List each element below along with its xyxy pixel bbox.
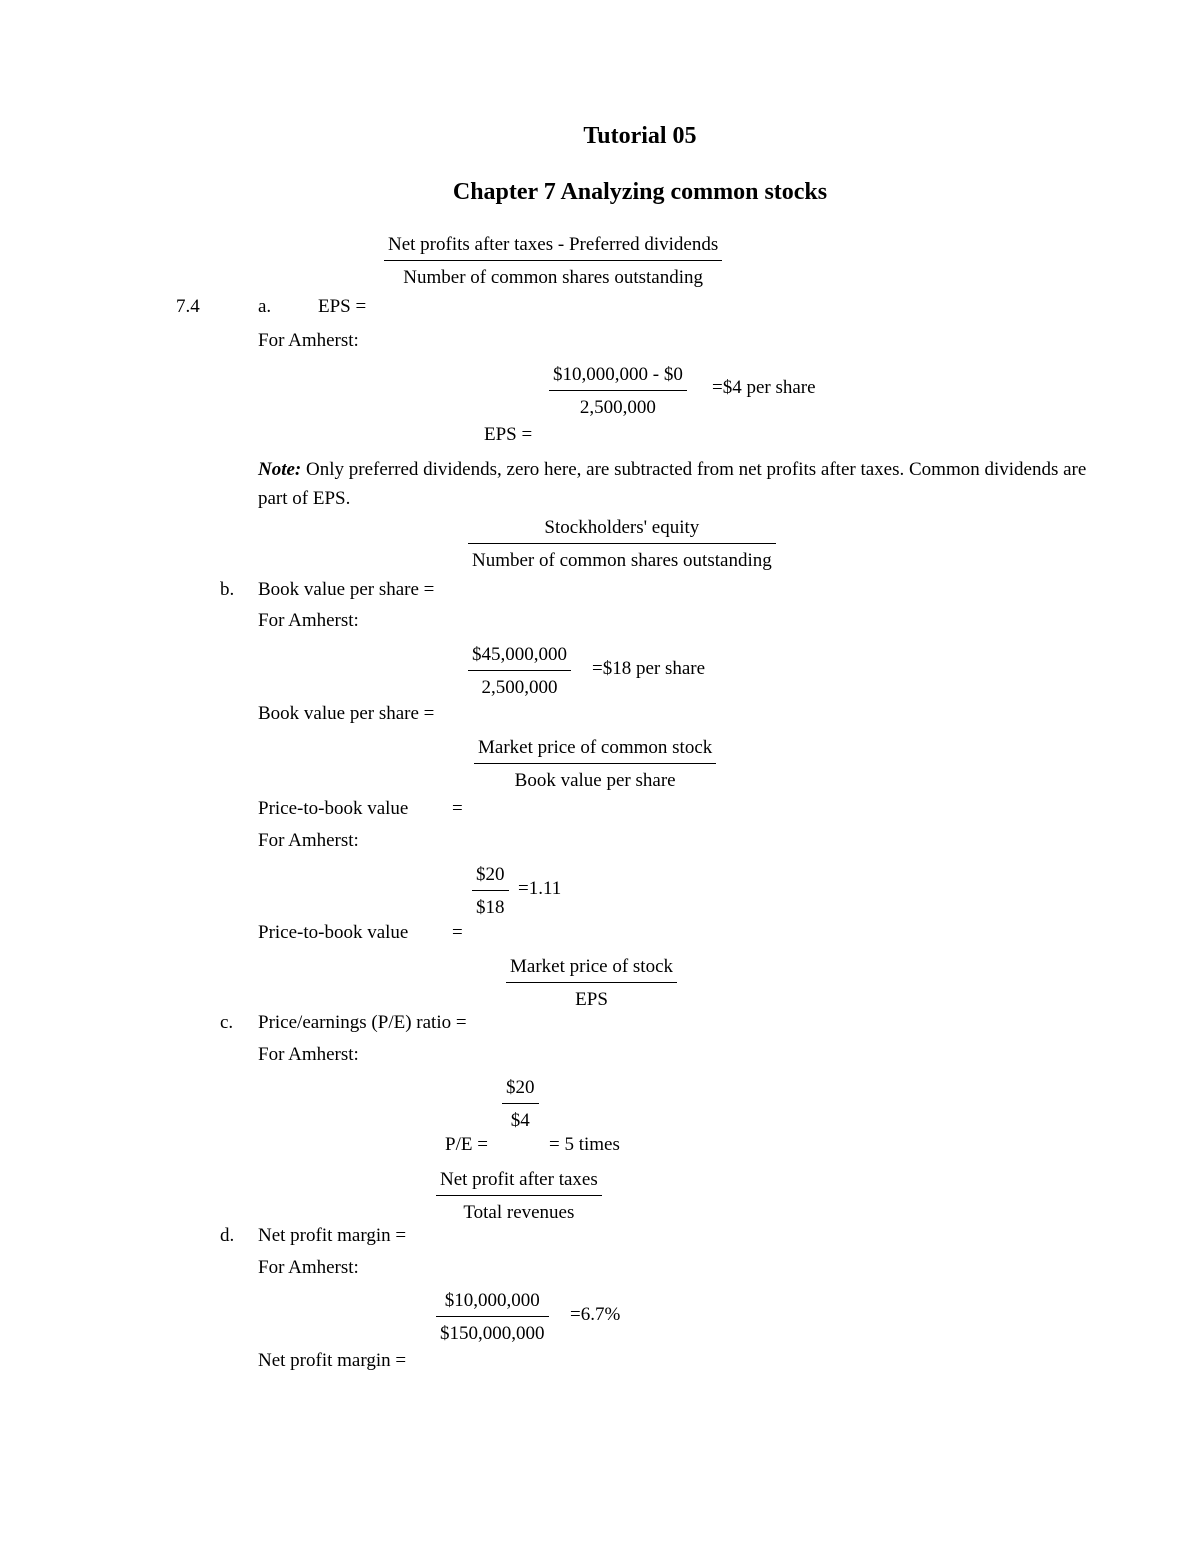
- eps-equals-2: EPS =: [484, 424, 533, 445]
- for-amherst-a: For Amherst:: [258, 330, 359, 351]
- bvps-formula-denominator: Number of common shares outstanding: [472, 550, 772, 571]
- problem-number: 7.4: [176, 296, 200, 317]
- pe-calc-numerator: $20: [502, 1077, 539, 1104]
- eps-formula: [386, 234, 720, 289]
- npm-equals: Net profit margin =: [258, 1225, 407, 1246]
- pb-formula-denominator: Book value per share: [514, 770, 676, 791]
- note-label: Note:: [258, 459, 302, 480]
- bvps-formula: [470, 517, 774, 572]
- part-c-label: c.: [220, 1012, 234, 1033]
- pb-equals-2: Price-to-book value: [258, 922, 409, 943]
- pb-calculation: [474, 864, 507, 919]
- npm-formula: [438, 1169, 600, 1224]
- bvps-calc-denominator: 2,500,000: [481, 677, 558, 698]
- bvps-equals: Book value per share =: [258, 579, 435, 600]
- pe-formula-numerator: Market price of stock: [506, 956, 677, 983]
- for-amherst-b: For Amherst:: [258, 610, 359, 631]
- note-paragraph: [258, 455, 1088, 513]
- pe-label: P/E =: [445, 1134, 488, 1155]
- part-b-label: b.: [220, 579, 235, 600]
- pb-calc-denominator: $18: [476, 897, 505, 918]
- chapter-title: Chapter 7 Analyzing common stocks: [452, 179, 828, 205]
- eps-formula-numerator: Net profits after taxes - Preferred dividends: [384, 234, 722, 261]
- eps-formula-denominator: Number of common shares outstanding: [403, 267, 703, 288]
- pb-equals-sign: =: [452, 798, 463, 819]
- npm-formula-numerator: Net profit after taxes: [436, 1169, 602, 1196]
- note-text: Only preferred dividends, zero here, are subtracted from net profits after taxes. Common dividends are part of EPS.: [258, 459, 1087, 509]
- npm-calc-numerator: $10,000,000: [436, 1290, 549, 1317]
- part-d-label: d.: [220, 1225, 235, 1246]
- npm-calc-denominator: $150,000,000: [440, 1323, 545, 1344]
- npm-result: =6.7%: [570, 1304, 621, 1325]
- eps-calc-denominator: 2,500,000: [579, 397, 656, 418]
- pb-formula: [476, 737, 714, 792]
- for-amherst-c: For Amherst:: [258, 1044, 359, 1065]
- eps-equals: EPS =: [318, 296, 367, 317]
- pe-calc-denominator: $4: [510, 1110, 530, 1131]
- npm-calculation: [438, 1290, 547, 1345]
- pb-result: =1.11: [518, 878, 562, 899]
- eps-calculation: [551, 364, 685, 419]
- bvps-result: =$18 per share: [592, 658, 706, 679]
- npm-equals-2: Net profit margin =: [258, 1350, 407, 1371]
- part-a-label: a.: [258, 296, 272, 317]
- for-amherst-b2: For Amherst:: [258, 830, 359, 851]
- for-amherst-d: For Amherst:: [258, 1257, 359, 1278]
- pe-result: = 5 times: [549, 1134, 620, 1155]
- pe-equals: Price/earnings (P/E) ratio =: [258, 1012, 467, 1033]
- eps-result: =$4 per share: [712, 377, 816, 398]
- pb-calc-numerator: $20: [472, 864, 509, 891]
- bvps-formula-numerator: Stockholders' equity: [468, 517, 776, 544]
- bvps-calc-numerator: $45,000,000: [468, 644, 571, 671]
- bvps-calculation: [470, 644, 569, 699]
- npm-formula-denominator: Total revenues: [463, 1202, 575, 1223]
- eps-calc-numerator: $10,000,000 - $0: [549, 364, 687, 391]
- pe-calculation: [504, 1077, 537, 1132]
- pe-formula: [508, 956, 675, 1011]
- pb-equals: Price-to-book value: [258, 798, 409, 819]
- pb-formula-numerator: Market price of common stock: [474, 737, 716, 764]
- bvps-equals-2: Book value per share =: [258, 703, 435, 724]
- pb-equals-sign-2: =: [452, 922, 463, 943]
- page-title: Tutorial 05: [583, 123, 697, 149]
- pe-formula-denominator: EPS: [575, 989, 608, 1010]
